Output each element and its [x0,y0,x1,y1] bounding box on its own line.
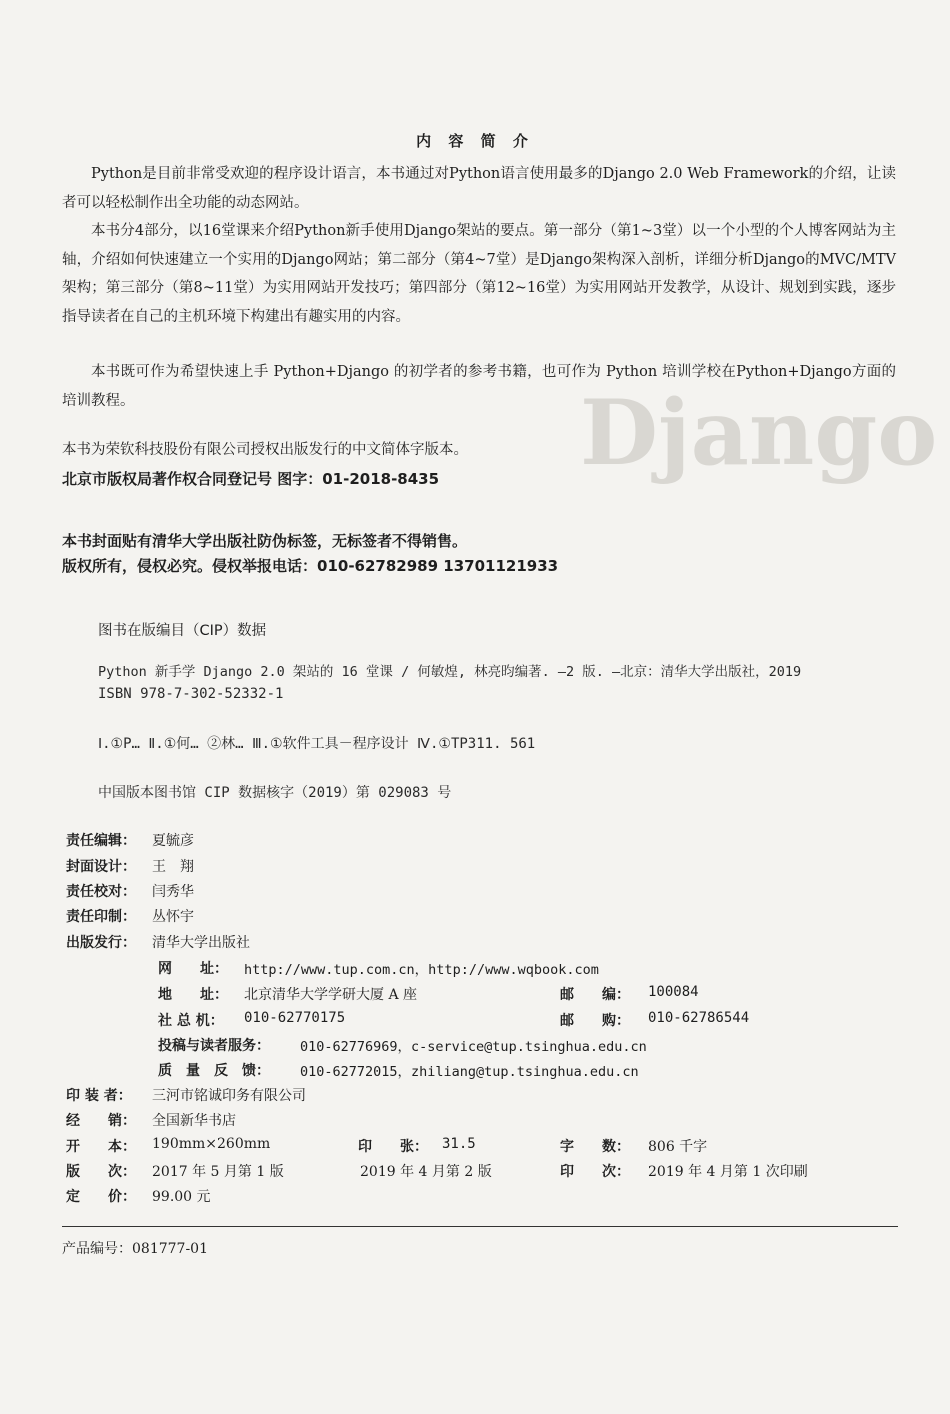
cover-value: 王 翔 [152,859,194,875]
web-value: http://www.tup.com.cn，http://www.wqbook.com [244,962,599,978]
product-number: 产品编号：081777-01 [62,1241,208,1257]
zip-label: 邮 编： [560,987,630,1003]
distributor-value: 全国新华书店 [152,1113,236,1129]
edition-second-value: 2019 年 4 月第 2 版 [360,1164,492,1180]
quality-label: 质 量 反 馈： [158,1063,270,1079]
sheets-label: 印 张： [358,1139,428,1155]
printing-value: 2019 年 4 月第 1 次印刷 [648,1164,808,1180]
format-value: 190mm×260mm [152,1136,271,1152]
cover-label: 封面设计： [66,859,136,875]
mail-order-value: 010-62786544 [648,1010,750,1026]
printing-label: 印 次： [560,1164,630,1180]
registration-notice: 北京市版权局著作权合同登记号 图字：01-2018-8435 [62,470,440,488]
format-label: 开 本： [66,1139,136,1155]
cip-line-1: Python 新手学 Django 2.0 架站的 16 堂课 / 何敏煌, 林亮昀编著. —2 版. —北京：清华大学出版社，2019 [98,664,802,680]
price-label: 定 价： [66,1189,136,1205]
distributor-label: 经 销： [66,1113,136,1129]
printer-label: 印 装 者： [66,1088,132,1104]
copyright-notice: 版权所有，侵权必究。侵权举报电话：010-62782989 13701121933 [62,557,559,575]
anti-fake-notice: 本书封面贴有清华大学出版社防伪标签，无标签者不得销售。 [62,532,468,550]
service-value: 010-62776969，c-service@tup.tsinghua.edu.cn [300,1039,647,1055]
cip-line-4: 中国版本图书馆 CIP 数据核字（2019）第 029083 号 [98,785,452,801]
web-label: 网 址： [158,961,228,977]
address-label: 地 址： [158,987,228,1003]
switchboard-value: 010-62770175 [244,1010,346,1026]
edition-label: 版 次： [66,1164,136,1180]
publisher-value: 清华大学出版社 [152,935,250,951]
editor-value: 夏毓彦 [152,833,194,849]
print-label: 责任印制： [66,909,136,925]
price-value: 99.00 元 [152,1189,211,1205]
cip-heading: 图书在版编目（CIP）数据 [98,623,267,639]
publisher-label: 出版发行： [66,935,136,951]
word-count-label: 字 数： [560,1139,630,1155]
license-notice: 本书为荣钦科技股份有限公司授权出版发行的中文简体字版本。 [62,442,468,458]
editor-label: 责任编辑： [66,833,136,849]
proof-label: 责任校对： [66,884,136,900]
print-value: 丛怀宇 [152,909,194,925]
cip-line-2: ISBN 978-7-302-52332-1 [98,686,284,702]
cip-line-3: Ⅰ.①P… Ⅱ.①何… ②林… Ⅲ.①软件工具－程序设计 Ⅳ.①TP311. 561 [98,736,536,752]
mail-order-label: 邮 购： [560,1013,630,1029]
intro-paragraph-3: 本书既可作为希望快速上手 Python+Django 的初学者的参考书籍，也可作为 Python 培训学校在Python+Django方面的培训教程。 [62,364,896,409]
intro-paragraph-2: 本书分4部分，以16堂课来介绍Python新手使用Django架站的要点。第一部分（第1~3堂）以一个小型的个人博客网站为主轴，介绍如何快速建立一个实用的Django网站；第二部分（第4~7堂）是Django架构深入剖析，详细分析Django的MVC/MTV架构；第三部分（第8~11堂）为实用网站开发技巧；第四部分（第12~16堂）为实用网站开发教学，从设计、规划到实践，逐步指导读者在自己的主机环境下构建出有趣实用的内容。 [62,223,896,325]
printer-value: 三河市铭诚印务有限公司 [152,1088,306,1104]
service-label: 投稿与读者服务： [158,1038,270,1054]
quality-value: 010-62772015，zhiliang@tup.tsinghua.edu.cn [300,1064,639,1080]
proof-value: 闫秀华 [152,884,194,900]
divider-line [62,1226,898,1227]
intro-paragraph-1: Python是目前非常受欢迎的程序设计语言，本书通过对Python语言使用最多的Django 2.0 Web Framework的介绍，让读者可以轻松制作出全功能的动态网站。 [62,166,896,211]
show-through-watermark: Django [580,380,938,486]
switchboard-label: 社 总 机： [158,1013,224,1029]
edition-first-value: 2017 年 5 月第 1 版 [152,1164,284,1180]
word-count-value: 806 千字 [648,1139,708,1155]
page-title: 内 容 简 介 [416,132,534,150]
address-value: 北京清华大学学研大厦 A 座 [244,987,418,1003]
zip-value: 100084 [648,984,699,1000]
sheets-value: 31.5 [442,1136,476,1152]
